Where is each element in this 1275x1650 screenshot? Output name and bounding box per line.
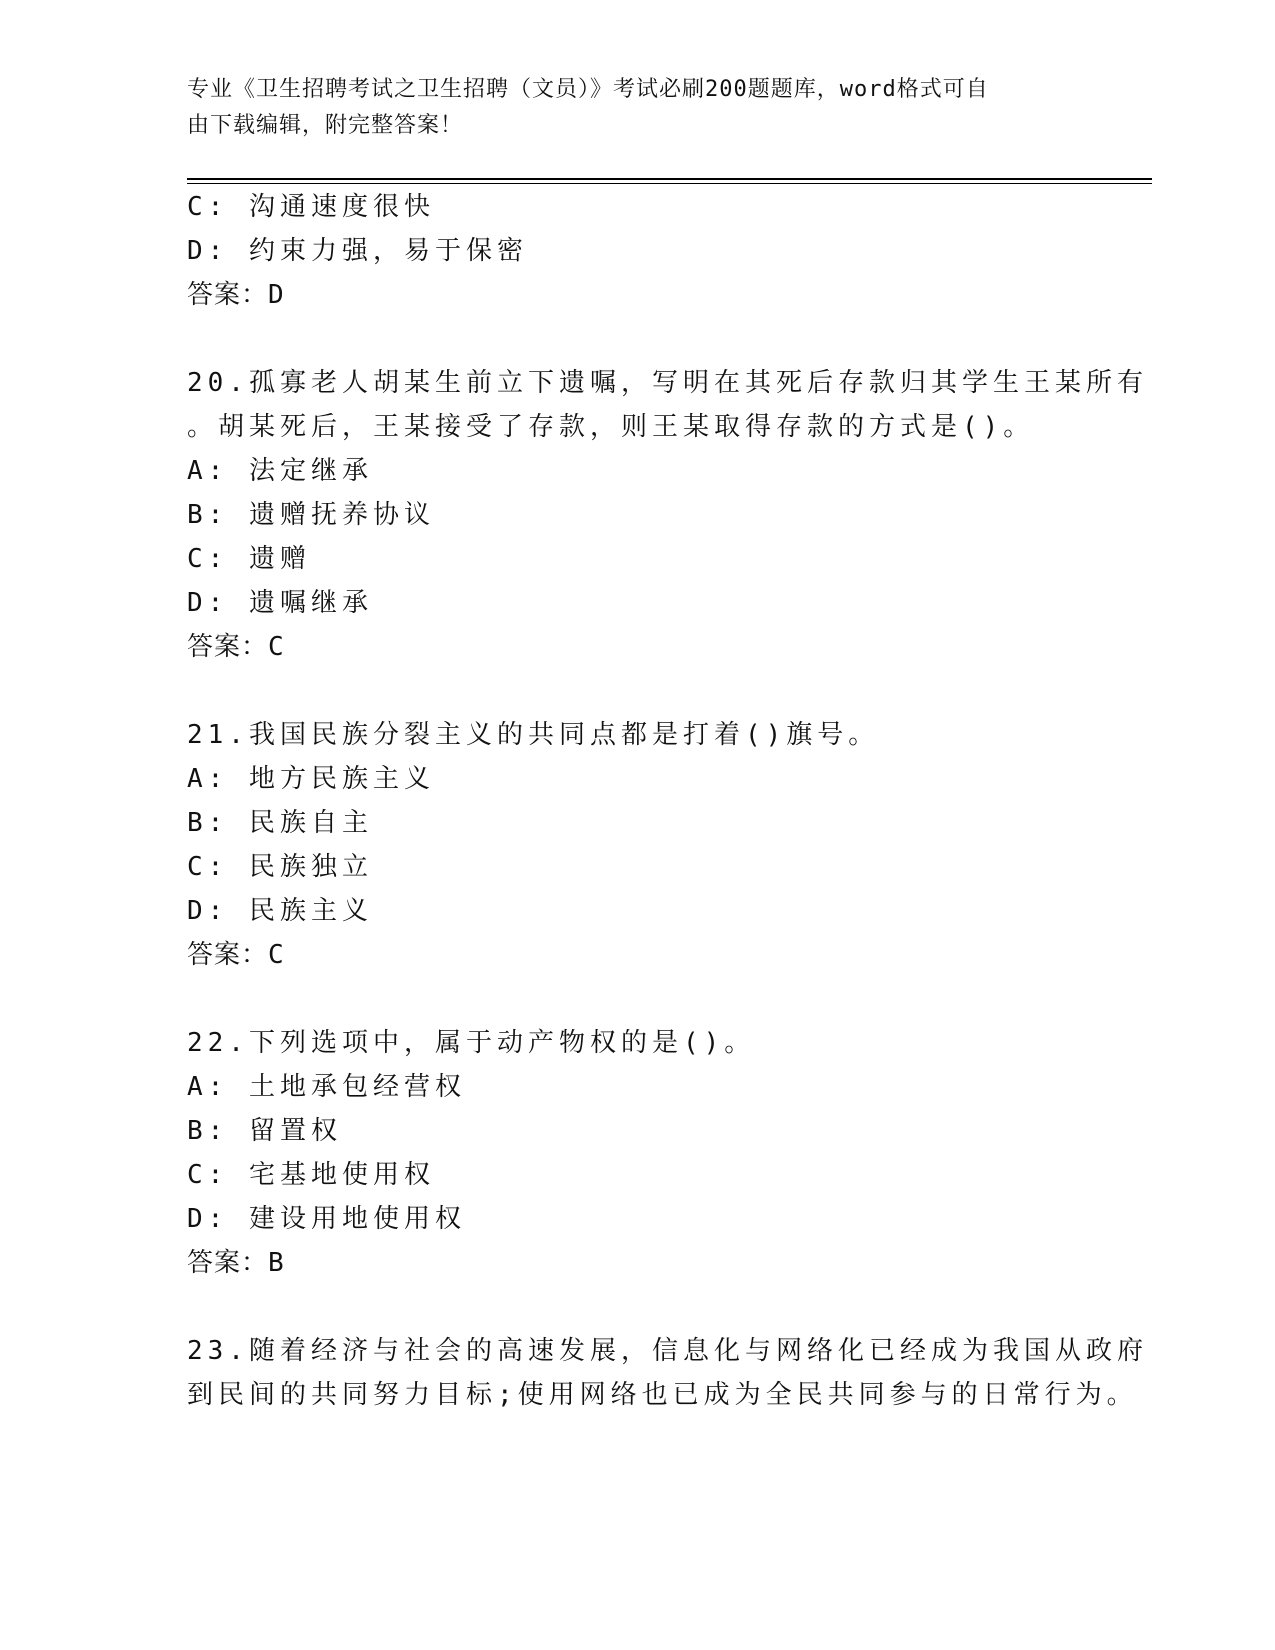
q21-stem: 21.我国民族分裂主义的共同点都是打着()旗号。 (187, 720, 880, 750)
q23-stem-line-1: 23.随着经济与社会的高速发展，信息化与网络化已经成为我国从政府 (187, 1336, 1148, 1366)
q20-option-b: B: 遗赠抚养协议 (187, 500, 435, 530)
q20-option-c: C: 遗赠 (187, 544, 311, 574)
q20-stem-line-2: 。胡某死后，王某接受了存款，则王某取得存款的方式是()。 (187, 412, 1035, 442)
q19-option-d: D: 约束力强，易于保密 (187, 236, 528, 266)
q22-stem: 22.下列选项中，属于动产物权的是()。 (187, 1028, 756, 1058)
q22-option-d: D: 建设用地使用权 (187, 1204, 466, 1234)
q23-stem-line-2: 到民间的共同努力目标;使用网络也已成为全民共同参与的日常行为。 (187, 1380, 1138, 1410)
q22-answer: 答案：B (187, 1248, 285, 1278)
q21-option-d: D: 民族主义 (187, 896, 373, 926)
q22-option-a: A: 土地承包经营权 (187, 1072, 466, 1102)
header-divider-thin (187, 183, 1152, 184)
q21-answer: 答案：C (187, 940, 285, 970)
q20-option-a: A: 法定继承 (187, 456, 373, 486)
header-line-2: 由下载编辑，附完整答案！ (187, 113, 464, 138)
header-divider-thick (187, 178, 1152, 180)
q21-option-b: B: 民族自主 (187, 808, 373, 838)
header-line-1: 专业《卫生招聘考试之卫生招聘（文员）》考试必刷200题题库，word格式可自 (187, 77, 989, 102)
q21-option-a: A: 地方民族主义 (187, 764, 435, 794)
q19-option-c: C: 沟通速度很快 (187, 192, 435, 222)
q20-option-d: D: 遗嘱继承 (187, 588, 373, 618)
q22-option-c: C: 宅基地使用权 (187, 1160, 435, 1190)
q20-answer: 答案：C (187, 632, 285, 662)
document-header (187, 72, 1067, 144)
q21-option-c: C: 民族独立 (187, 852, 373, 882)
q22-option-b: B: 留置权 (187, 1116, 342, 1146)
q19-answer: 答案：D (187, 280, 285, 310)
q20-stem-line-1: 20.孤寡老人胡某生前立下遗嘱，写明在其死后存款归其学生王某所有 (187, 368, 1148, 398)
